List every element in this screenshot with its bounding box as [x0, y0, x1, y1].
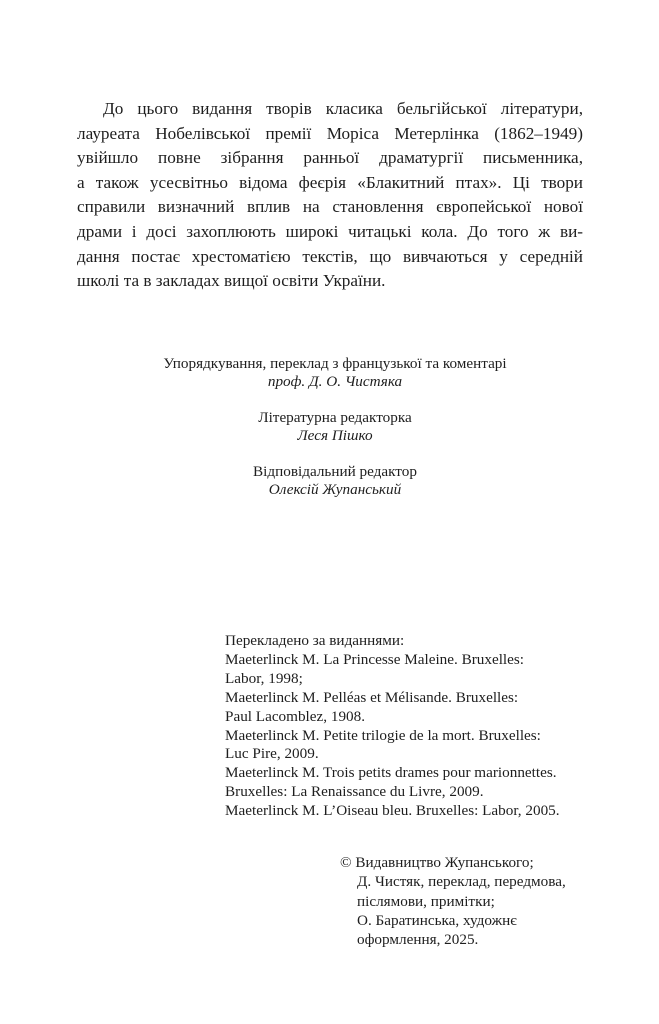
- credit-name: проф. Д. О. Чистяка: [267, 373, 403, 390]
- credit-name: Олексій Жупанський: [268, 481, 402, 498]
- intro-line: школі та в закладах вищої освіти України.: [77, 271, 386, 291]
- credits-block: [135, 355, 535, 517]
- credit-role: Літературна редакторка: [258, 409, 412, 426]
- sources-heading: Перекладено за виданнями:: [225, 632, 405, 649]
- source-editions: [225, 632, 560, 821]
- credit-managing-editor: [135, 463, 535, 499]
- source-line: Maeterlinck M. Pelléas et Mélisande. Bruxelles:: [225, 688, 519, 706]
- copyright-line: © Видавництво Жупанського;: [340, 854, 534, 871]
- intro-line: справили визначний вплив на становлення європейської нової: [77, 197, 583, 217]
- copyright-block: [340, 853, 566, 949]
- source-line: Paul Lacomblez, 1908.: [225, 707, 366, 725]
- intro-line: дання постає хрестоматією текстів, що вивчаються у середній: [77, 246, 583, 266]
- credit-literary-editor: [135, 409, 535, 445]
- source-line: Luc Pire, 2009.: [225, 745, 319, 763]
- intro-line: драми і досі захоплюють широкі читацькі кола. До того ж ви-: [77, 221, 583, 241]
- credit-compiler: [135, 355, 535, 391]
- source-line: Maeterlinck M. L’Oiseau bleu. Bruxelles: Labor, 2005.: [225, 802, 560, 820]
- source-line: Maeterlinck M. Trois petits drames pour marionnettes.: [225, 764, 557, 782]
- source-line: Maeterlinck M. La Princesse Maleine. Bruxelles:: [225, 650, 525, 668]
- credit-name: Леся Пішко: [297, 427, 373, 444]
- credit-role: Відповідальний редактор: [253, 463, 417, 480]
- source-line: Labor, 1998;: [225, 669, 303, 687]
- copyright-line: О. Баратинська, художнє: [357, 911, 517, 929]
- copyright-line: оформлення, 2025.: [357, 931, 479, 949]
- credit-role: Упорядкування, переклад з французької та коментарі: [163, 355, 507, 372]
- copyright-line: післямови, примітки;: [357, 892, 495, 910]
- intro-line: а також усесвітньо відома феєрія «Блакитний птах». Ці твори: [77, 172, 583, 192]
- source-line: Maeterlinck M. Petite trilogie de la mort. Bruxelles:: [225, 726, 541, 744]
- source-line: Bruxelles: La Renaissance du Livre, 2009.: [225, 783, 484, 801]
- intro-line: увійшло повне зібрання ранньої драматургії письменника,: [77, 148, 583, 168]
- intro-line: До цього видання творів класика бельгійської літератури,: [103, 99, 583, 118]
- intro-line: лауреата Нобелівської премії Моріса Метерлінка (1862–1949): [77, 123, 583, 143]
- intro-paragraph: [77, 97, 583, 294]
- copyright-line: Д. Чистяк, переклад, передмова,: [357, 873, 566, 891]
